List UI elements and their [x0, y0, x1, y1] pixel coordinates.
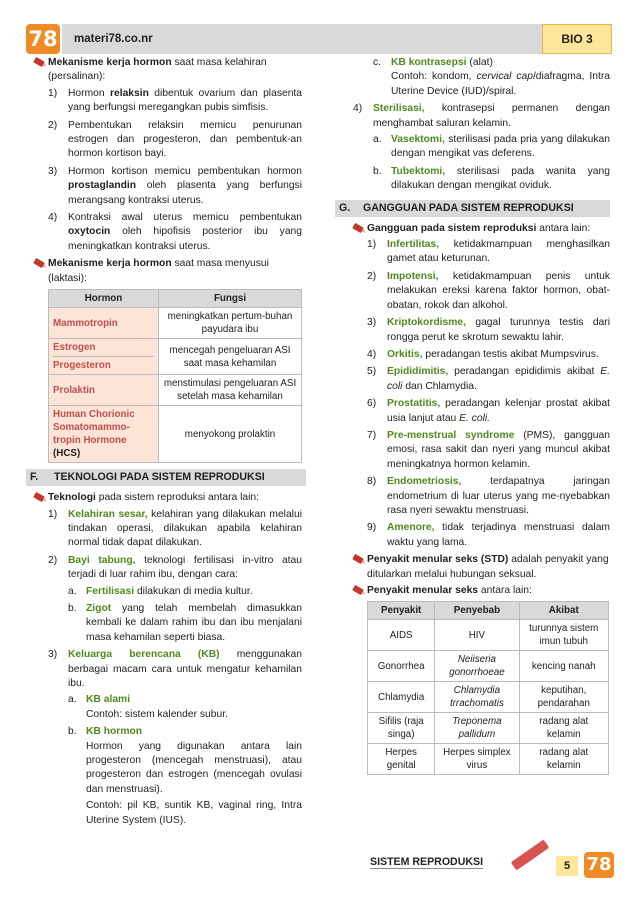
pencil-icon [352, 554, 364, 564]
table-row: Gonorrhea Neiiseria gonorrhoeae kencing nanah [368, 651, 609, 682]
bullet-std: Penyakit menular seks (STD) adalah penyakit yang ditularkan melalui hubungan seksual. [349, 553, 610, 582]
list-item: 3) Hormon kortison memicu pembentukan hormon prostaglandin oleh plasenta yang berfungsi merangsang kontraksi uterus. [48, 165, 302, 206]
footer-title: SISTEM REPRODUKSI [370, 856, 484, 868]
pencil-icon [33, 57, 45, 67]
std-table [367, 601, 609, 775]
left-column [30, 56, 302, 831]
subject-badge: BIO 3 [542, 24, 612, 54]
sub-item: a. Vasektomi, sterilisasi pada pria yang dilakukan dengan mengikat vas deferens. [373, 134, 610, 160]
table-row: Herpes genital Herpes simplex virus radang alat kelamin [368, 744, 609, 775]
list-item: 1) Hormon relaksin dibentuk ovarium dan plasenta yang berfungsi meregangkan pubis simfisis. [48, 87, 303, 114]
right-column [335, 56, 610, 775]
table-header: Hormon [49, 290, 159, 308]
table-row: AIDS HIV turunnya sistem imun tubuh [368, 620, 609, 651]
footer [370, 852, 610, 876]
hormone-table [48, 289, 302, 463]
bullet-std-list: Penyakit menular seks antara lain: [349, 584, 610, 598]
bullet-teknologi: Teknologi pada sistem reproduksi antara lain: [30, 491, 302, 505]
section-heading-g: G. GANGGUAN PADA SISTEM REPRODUKSI [335, 200, 610, 217]
persalinan-list [48, 87, 302, 254]
table-row: Estrogen Progesteron mencegah pengeluaran ASI saat masa kehamilan [49, 339, 302, 375]
list-item: 7) Pre-menstrual syndrome (PMS), gangguan emosi, rasa sakit dan nyeri yang muncul akibat meningkatnya hormon kelamin. [367, 429, 610, 470]
bullet-persalinan: Mekanisme kerja hormon saat masa kelahiran (persalinan): [30, 56, 302, 85]
sub-item: b. KB hormon Hormon yang digunakan antara lain progesteron (mencegah menstruasi), atau progesteron dan estrogen (mencegah ovulasi dan menstruasi). Contoh: pil KB, suntik KB, vaginal ring, Intra Uterine System (IUS). [68, 726, 302, 826]
list-item: 2) Bayi tabung, teknologi fertilisasi in-vitro atau terjadi di luar rahim ibu, dengan cara: a. Fertilisasi dilakukan di media kultur. b. Zigot yang telah membelah dimasukkan kembali ke dalam rahim ibu dan ibu menjalani masa kehamilan seperti biasa. [48, 554, 302, 645]
bullet-laktasi: Mekanisme kerja hormon saat masa menyusui (laktasi): [30, 257, 302, 286]
sub-item: a. KB alami Contoh: sistem kalender subur. [68, 694, 228, 720]
list-item: 1) Infertilitas, ketidakmampuan menghasilkan gamet atau keturunan. [367, 239, 610, 265]
kb-kontrasepsi-block [373, 56, 610, 99]
table-row: Human Chorionic Somatomammo-tropin Hormone (HCS) menyokong prolaktin [49, 406, 302, 463]
sterilisasi-list [353, 102, 610, 193]
list-item: 2) Pembentukan relaksin memicu penurunan estrogen dan progesteron, dan pembentuk-an hormon kortison bayi. [48, 119, 302, 160]
pencil-icon [352, 585, 364, 595]
list-item: 1) Kelahiran sesar, kelahiran yang dilakukan melalui tindakan operasi, dilakukan apabila kelahiran normal tidak dapat dilakukan. [48, 508, 302, 549]
list-item: 6) Prostatitis, peradangan kelenjar prostat akibat usia lanjut atau E. coli. [367, 398, 610, 424]
list-item: 8) Endometriosis, terdapatnya jaringan endometrium di luar uterus yang me-nyebabkan rasa nyeri sewaktu menstruasi. [367, 476, 610, 516]
table-header: Akibat [519, 602, 609, 620]
logo-78: 78 [26, 24, 60, 54]
table-row: Prolaktin menstimulasi pengeluaran ASI setelah masa kehamilan [49, 375, 302, 406]
pencil-icon [511, 839, 550, 870]
list-item: 4) Sterilisasi, kontrasepsi permanen dengan menghambat saluran kelamin. a. Vasektomi, sterilisasi pada pria yang dilakukan dengan mengikat vas deferens. b. Tubektomi, sterilisasi pada wanita yang dilakukan dengan mengikat oviduk. [353, 102, 610, 193]
list-item: 5) Epididimitis, peradangan epididimis akibat E. coli dan Chlamydia. [367, 366, 610, 392]
pencil-icon [33, 492, 45, 502]
sub-item: c. KB kontrasepsi (alat) Contoh: kondom, cervical cap/diafragma, Intra Uterine Device (IUD)/spiral. [373, 57, 611, 97]
sub-item: b. Tubektomi, sterilisasi pada wanita yang dilakukan dengan mengikat oviduk. [373, 165, 610, 192]
table-header: Fungsi [159, 290, 302, 308]
sub-item: a. Fertilisasi dilakukan di media kultur. [68, 585, 253, 597]
teknologi-list [48, 508, 302, 829]
header-bar [26, 22, 612, 56]
list-item: 3) Kriptokordisme, gagal turunnya testis dari rongga perut ke skrotum sewaktu lahir. [367, 317, 610, 343]
bullet-gangguan: Gangguan pada sistem reproduksi antara lain: [349, 222, 610, 236]
list-item: 9) Amenore, tidak terjadinya menstruasi dalam waktu yang lama. [367, 522, 610, 548]
pencil-icon [352, 223, 364, 233]
list-item: 2) Impotensi, ketidakmampuan penis untuk melakukan ereksi karena faktor hormon, obat-obatan, rokok dan alkohol. [367, 270, 610, 311]
site-name[interactable]: materi78.co.nr [62, 24, 552, 54]
page-number: 5 [556, 856, 578, 876]
section-heading-f: F. TEKNOLOGI PADA SISTEM REPRODUKSI [26, 469, 306, 486]
logo-78-footer: 78 [584, 852, 614, 878]
table-row: Sifilis (raja singa) Treponema pallidum radang alat kelamin [368, 713, 609, 744]
list-item: 3) Keluarga berencana (KB) menggunakan berbagai macam cara untuk mengatur kehamilan ibu. a. KB alami Contoh: sistem kalender subur. b. KB hormon Hormon yang digunakan antara lain progesteron (mencegah menstruasi), atau progesteron dan estrogen (mencegah ovulasi dan menstruasi). Contoh: pil KB, suntik KB, vaginal ring, Intra Uterine System (IUS). [48, 648, 302, 828]
sub-item: b. Zigot yang telah membelah dimasukkan kembali ke dalam rahim ibu dan ibu menjalani masa kehamilan seperti biasa. [68, 602, 302, 643]
table-row: Mammotropin meningkatkan pertum-buhan payudara ibu [49, 308, 302, 339]
table-header: Penyebab [435, 602, 519, 620]
list-item: 4) Kontraksi awal uterus memicu pembentukan oxytocin oleh hipofisis posterior ibu yang meningkatkan kontraksi uterus. [48, 212, 302, 252]
table-header: Penyakit [368, 602, 435, 620]
table-row: Chlamydia Chlamydia trrachomatis keputihan, pendarahan [368, 682, 609, 713]
pencil-icon [33, 258, 45, 268]
gangguan-list [367, 238, 610, 550]
list-item: 4) Orkitis, peradangan testis akibat Mumpsvirus. [367, 348, 599, 360]
